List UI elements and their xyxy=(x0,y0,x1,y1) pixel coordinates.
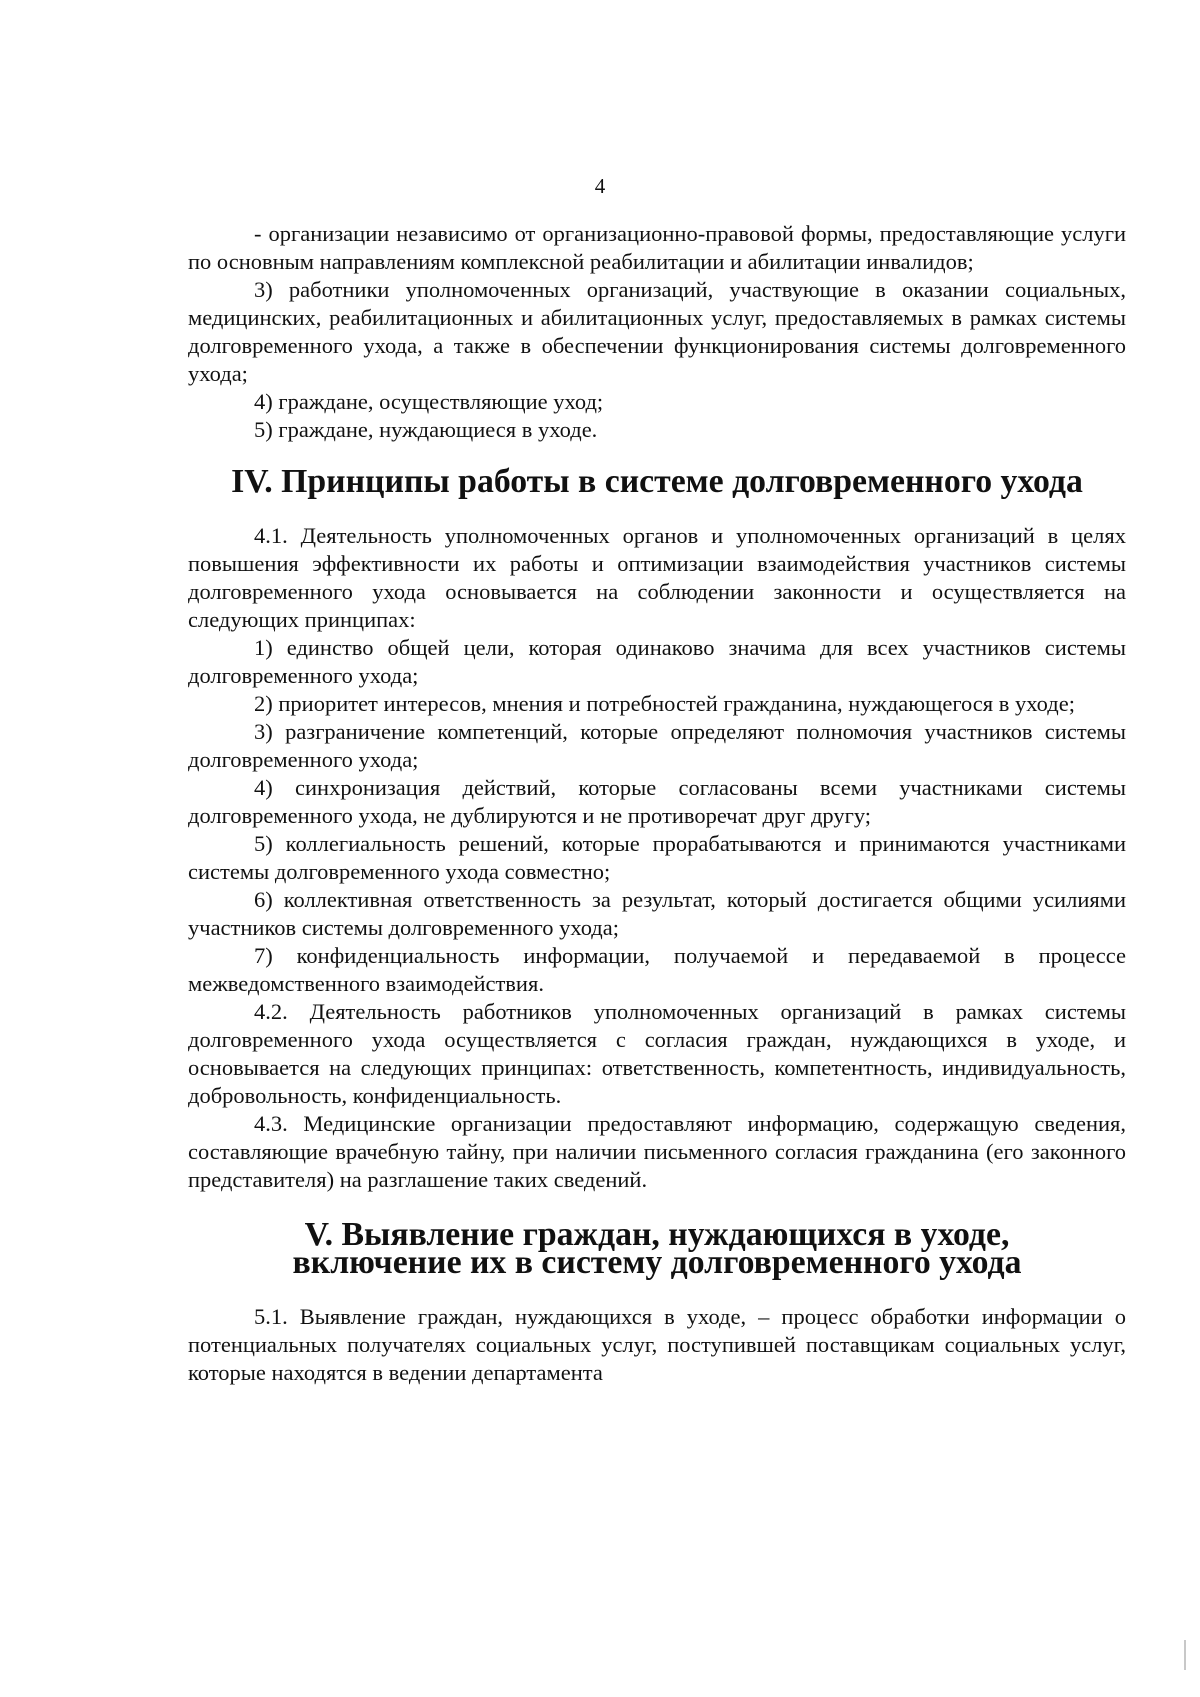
page-number: 4 xyxy=(594,174,606,198)
principle-1: 1) единство общей цели, которая одинаково значима для всех участников системы долговременного ухода; xyxy=(188,635,1126,688)
principle-6: 6) коллективная ответственность за результат, который достигается общими усилиями участников системы долговременного ухода; xyxy=(188,887,1126,940)
document-body xyxy=(188,220,1126,1387)
paragraph-item-3-workers: 3) работники уполномоченных организаций, участвующие в оказании социальных, медицинских, реабилитационных и абилитационных услуг, предоставляемых в рамках системы долговременного ухода, а также в обеспечении функционирования системы долговременного ухода; xyxy=(188,277,1126,386)
section-4-heading: IV. Принципы работы в системе долговременного ухода xyxy=(231,463,1083,500)
section-5-heading xyxy=(188,1216,1126,1281)
principle-4: 4) синхронизация действий, которые согласованы всеми участниками системы долговременного ухода, не дублируются и не противоречат друг другу; xyxy=(188,775,1126,828)
section-5-heading-line-2: включение их в систему долговременного ухода xyxy=(292,1244,1022,1281)
principle-7: 7) конфиденциальность информации, получаемой и передаваемой в процессе межведомственного взаимодействия. xyxy=(188,943,1126,996)
paragraph-item-5-care-recipients: 5) граждане, нуждающиеся в уходе. xyxy=(254,417,598,442)
paragraph-4-3: 4.3. Медицинские организации предоставляют информацию, содержащую сведения, составляющие врачебную тайну, при наличии письменного согласия гражданина (его законного представителя) на разглашение таких сведений. xyxy=(188,1111,1126,1192)
paragraph-organizations: - организации независимо от организационно-правовой формы, предоставляющие услуги по основным направлениям комплексной реабилитации и абилитации инвалидов; xyxy=(188,221,1126,274)
paragraph-item-4-caregivers: 4) граждане, осуществляющие уход; xyxy=(254,389,604,414)
scan-edge-mark xyxy=(1184,1640,1186,1670)
principle-3: 3) разграничение компетенций, которые определяют полномочия участников системы долговременного ухода; xyxy=(188,719,1126,772)
principle-5: 5) коллегиальность решений, которые прорабатываются и принимаются участниками системы долговременного ухода совместно; xyxy=(188,831,1126,884)
paragraph-5-1: 5.1. Выявление граждан, нуждающихся в уходе, – процесс обработки информации о потенциальных получателях социальных услуг, поступившей поставщикам социальных услуг, которые находятся в ведении департамента xyxy=(188,1304,1126,1385)
section-5-heading-line-1: V. Выявление граждан, нуждающихся в уходе, xyxy=(304,1216,1010,1253)
paragraph-4-1: 4.1. Деятельность уполномоченных органов и уполномоченных организаций в целях повышения эффективности их работы и оптимизации взаимодействия участников системы долговременного ухода основывается на соблюдении законности и осуществляется на следующих принципах: xyxy=(188,523,1126,632)
paragraph-4-2: 4.2. Деятельность работников уполномоченных организаций в рамках системы долговременного ухода осуществляется с согласия граждан, нуждающихся в уходе, и основывается на следующих принципах: ответственность, компетентность, индивидуальность, добровольность, конфиденциальность. xyxy=(188,999,1126,1108)
principle-2: 2) приоритет интересов, мнения и потребностей гражданина, нуждающегося в уходе; xyxy=(254,691,1075,716)
